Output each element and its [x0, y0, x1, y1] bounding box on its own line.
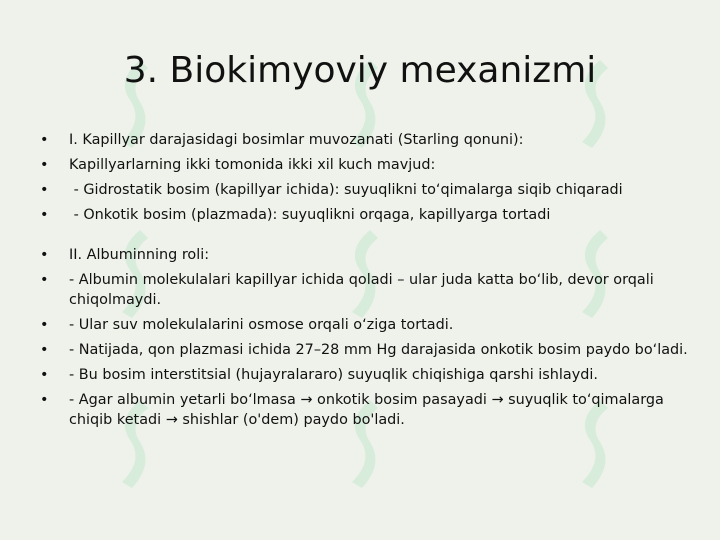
bullet-item	[40, 245, 690, 265]
bullet-text: I. Kapillyar darajasidagi bosimlar muvozanati (Starling qonuni):	[69, 132, 524, 148]
bullet-text: II. Albuminning roli:	[69, 247, 210, 263]
bullet-item	[40, 390, 690, 430]
bullet-marker: •	[40, 272, 49, 288]
bullet-marker: •	[40, 342, 49, 358]
bullet-list	[40, 130, 690, 435]
bullet-marker: •	[40, 247, 49, 263]
bullet-text: Kapillyarlarning ikki tomonida ikki xil kuch mavjud:	[69, 157, 436, 173]
bullet-text: - Ular suv molekulalarini osmose orqali o‘ziga tortadi.	[69, 317, 454, 333]
bullet-item	[40, 130, 690, 150]
bullet-item	[40, 340, 690, 360]
bullet-marker: •	[40, 207, 49, 223]
bullet-marker: •	[40, 367, 49, 383]
bullet-text: - Gidrostatik bosim (kapillyar ichida): suyuqlikni to‘qimalarga siqib chiqaradi	[69, 182, 623, 198]
bullet-marker: •	[40, 157, 49, 173]
bullet-text: - Agar albumin yetarli bo‘lmasa → onkotik bosim pasayadi → suyuqlik to‘qimalarga chiqib ketadi → shishlar (o'dem) paydo bo'ladi.	[69, 392, 664, 428]
bullet-marker: •	[40, 132, 49, 148]
bullet-item	[40, 155, 690, 175]
bullet-item	[40, 180, 690, 200]
bullet-item	[40, 270, 690, 310]
slide-title: 3. Biokimyoviy mexanizmi	[123, 50, 597, 91]
bullet-marker: •	[40, 317, 49, 333]
bullet-text: - Albumin molekulalari kapillyar ichida qoladi – ular juda katta bo‘lib, devor orqali chiqolmaydi.	[69, 272, 654, 308]
bullet-item	[40, 365, 690, 385]
bullet-text: - Onkotik bosim (plazmada): suyuqlikni orqaga, kapillyarga tortadi	[69, 207, 551, 223]
bullet-item	[40, 205, 690, 225]
bullet-marker: •	[40, 392, 49, 408]
bullet-marker: •	[40, 182, 49, 198]
bullet-text: - Natijada, qon plazmasi ichida 27–28 mm Hg darajasida onkotik bosim paydo bo‘ladi.	[69, 342, 688, 358]
bullet-item	[40, 315, 690, 335]
bullet-text: - Bu bosim interstitsial (hujayralararo) suyuqlik chiqishiga qarshi ishlaydi.	[69, 367, 598, 383]
